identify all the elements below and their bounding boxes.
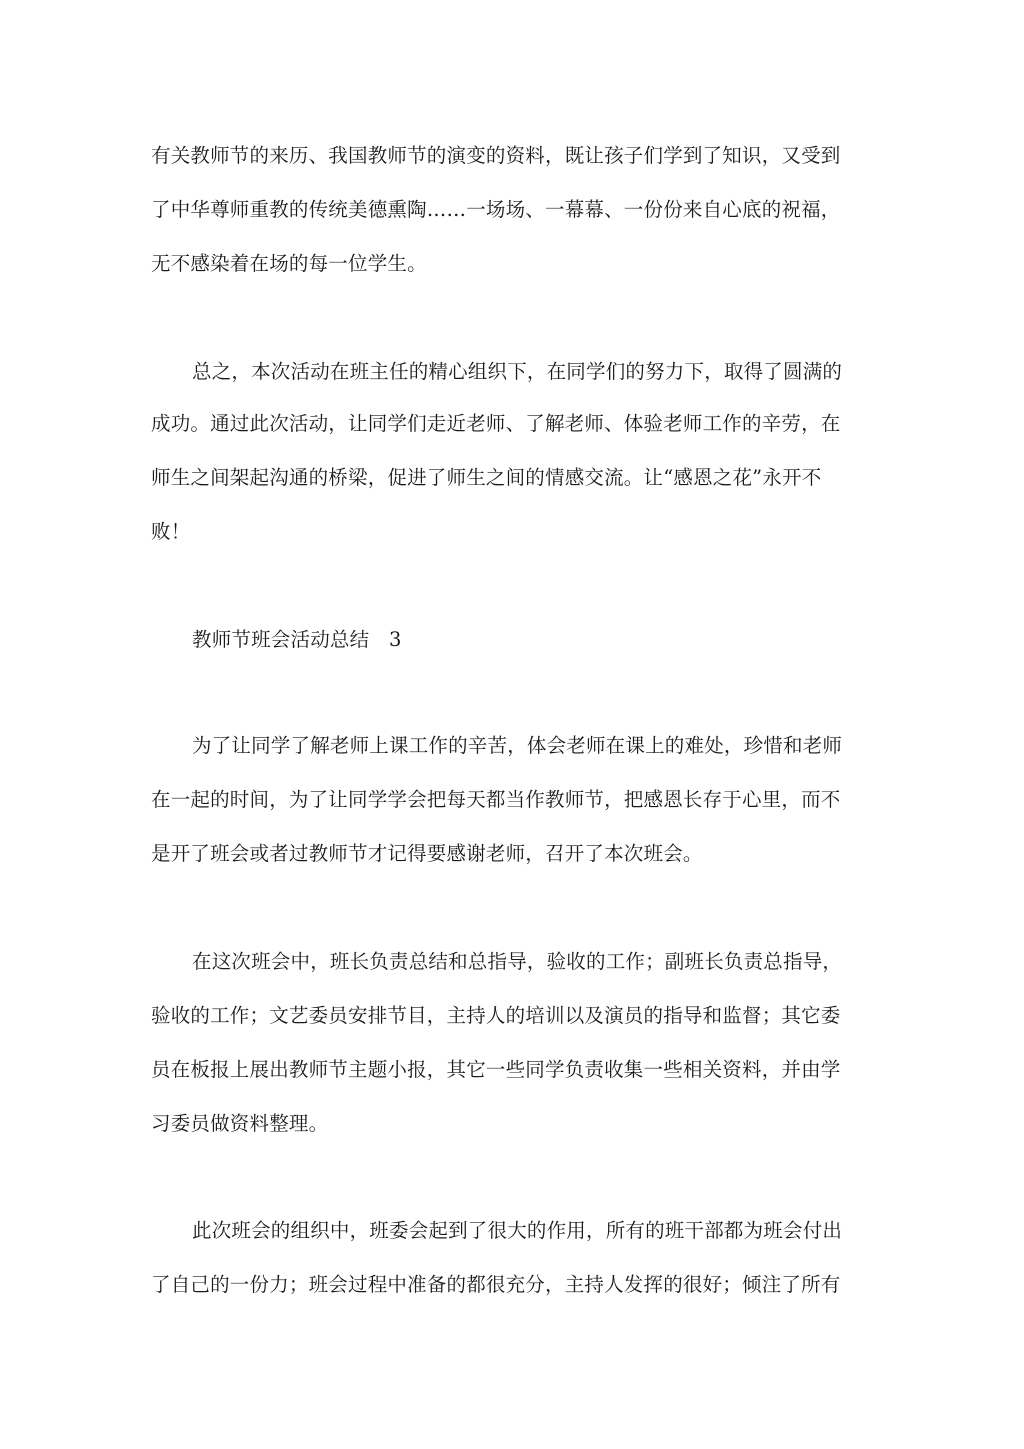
paragraph-line: 败！ [151,520,191,543]
paragraph-line: 无不感染着在场的每一位学生。 [151,252,427,275]
paragraph-line: 了自己的一份力；班会过程中准备的都很充分，主持人发挥的很好；倾注了所有 [151,1273,841,1296]
paragraph-line: 习委员做资料整理。 [151,1112,329,1135]
section-heading: 教师节班会活动总结 3 [192,628,402,651]
paragraph-line: 总之，本次活动在班主任的精心组织下，在同学们的努力下，取得了圆满的 [192,360,843,383]
paragraph-line: 是开了班会或者过教师节才记得要感谢老师，召开了本次班会。 [151,842,703,865]
paragraph-line: 成功。通过此次活动，让同学们走近老师、了解老师、体验老师工作的辛劳，在 [151,412,841,435]
paragraph-line: 为了让同学了解老师上课工作的辛苦，体会老师在课上的难处，珍惜和老师 [192,734,843,757]
paragraph-line: 在一起的时间，为了让同学学会把每天都当作教师节，把感恩长存于心里，而不 [151,788,841,811]
paragraph-line: 此次班会的组织中，班委会起到了很大的作用，所有的班干部都为班会付出 [192,1219,843,1242]
paragraph-line: 验收的工作；文艺委员安排节目，主持人的培训以及演员的指导和监督；其它委 [151,1004,841,1027]
paragraph-line: 了中华尊师重教的传统美德熏陶……一场场、一幕幕、一份份来自心底的祝福， [151,198,841,221]
paragraph-line: 在这次班会中，班长负责总结和总指导，验收的工作；副班长负责总指导， [192,950,843,973]
paragraph-line: 有关教师节的来历、我国教师节的演变的资料，既让孩子们学到了知识，又受到 [151,144,841,167]
paragraph-line: 师生之间架起沟通的桥梁，促进了师生之间的情感交流。让“感恩之花”永开不 [151,466,822,489]
paragraph-line: 员在板报上展出教师节主题小报，其它一些同学负责收集一些相关资料，并由学 [151,1058,841,1081]
